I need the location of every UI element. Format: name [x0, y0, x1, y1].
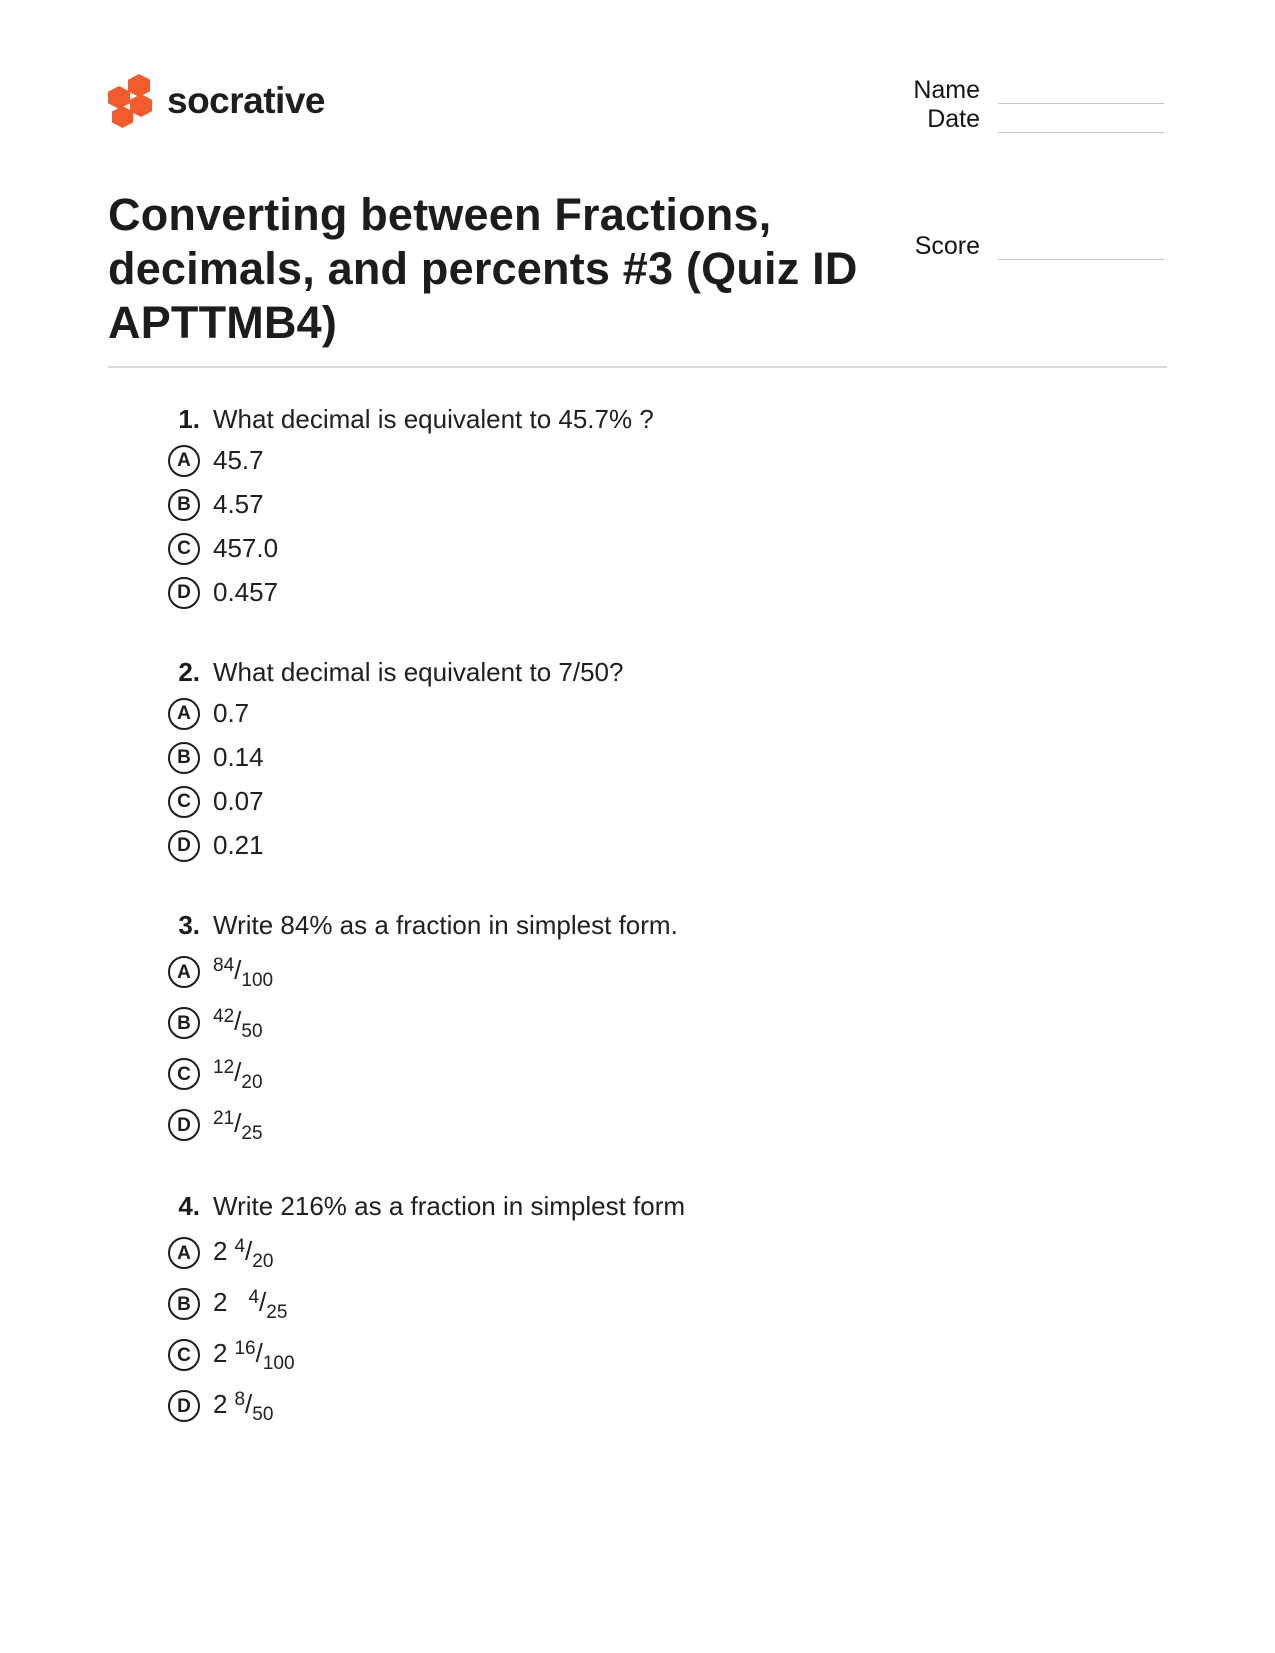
option-row-a: [168, 954, 1118, 990]
choice-letter: A: [177, 703, 191, 724]
fraction-denominator: 25: [266, 1302, 288, 1323]
choice-letter: C: [177, 1063, 191, 1085]
choice-letter: A: [177, 961, 191, 983]
fraction-denominator: 50: [252, 1404, 274, 1425]
choice-bubble: [168, 489, 200, 521]
choice-letter: D: [177, 582, 191, 603]
option-row-d: [168, 1388, 1118, 1424]
choice-letter: A: [177, 1242, 191, 1264]
choice-letter: C: [177, 791, 191, 812]
question-number: 2.: [178, 657, 200, 687]
whole-number: 2: [213, 1287, 228, 1317]
hexagon-icon: [108, 86, 130, 109]
choice-bubble: [168, 786, 200, 818]
option-fraction: [213, 1056, 263, 1092]
choice-bubble: [168, 742, 200, 774]
option-text: 0.457: [213, 577, 279, 607]
choice-letter: B: [177, 1293, 191, 1315]
question-number: 3.: [178, 910, 200, 940]
choice-letter: C: [177, 538, 191, 559]
choice-letter: A: [177, 450, 191, 471]
hexagon-icon: [130, 94, 152, 117]
choice-bubble: [168, 445, 200, 477]
question-title-row: [168, 1190, 1118, 1223]
fraction-slash: /: [234, 1108, 242, 1138]
choice-letter: D: [177, 1395, 191, 1417]
option-row-c: [168, 785, 1118, 818]
fraction-slash: /: [245, 1389, 253, 1419]
hexagon-icon: [112, 106, 133, 128]
fraction-denominator: 20: [241, 1072, 263, 1093]
option-text: 0.21: [213, 830, 264, 860]
question-number: 4.: [178, 1191, 200, 1221]
question-1: [168, 403, 1118, 609]
fraction-denominator: 100: [262, 1353, 295, 1374]
name-blank-line: [998, 79, 1164, 104]
choice-bubble: [168, 956, 200, 988]
option-fraction: [213, 1235, 273, 1271]
score-field: [860, 232, 1164, 260]
choice-bubble: [168, 1390, 200, 1422]
choice-letter: B: [177, 747, 191, 768]
fraction-denominator: 100: [241, 970, 274, 991]
option-row-b: [168, 741, 1118, 774]
option-row-a: [168, 697, 1118, 730]
option-row-d: [168, 576, 1118, 609]
fraction-numerator: 84: [213, 955, 235, 976]
whole-number: 2: [213, 1389, 228, 1419]
option-fraction: [213, 1388, 273, 1424]
question-2: [168, 656, 1118, 862]
fraction-slash: /: [259, 1287, 267, 1317]
option-text: 45.7: [213, 445, 264, 475]
option-fraction: [213, 1107, 263, 1143]
option-row-a: [168, 444, 1118, 477]
question-title-row: [168, 403, 1118, 436]
whole-number: 2: [213, 1338, 228, 1368]
option-row-b: [168, 1286, 1118, 1322]
option-text: 0.07: [213, 786, 264, 816]
socrative-logo: [105, 68, 325, 128]
choice-bubble: [168, 1288, 200, 1320]
question-number: 1.: [178, 404, 200, 434]
choice-bubble: [168, 533, 200, 565]
fraction-denominator: 50: [241, 1021, 263, 1042]
option-row-d: [168, 829, 1118, 862]
choice-bubble: [168, 577, 200, 609]
question-4: [168, 1190, 1118, 1424]
choice-bubble: [168, 698, 200, 730]
fraction-numerator: 16: [234, 1338, 256, 1359]
option-row-b: [168, 1005, 1118, 1041]
fraction-slash: /: [245, 1236, 253, 1266]
option-row-d: [168, 1107, 1118, 1143]
question-3: [168, 909, 1118, 1143]
option-text: 457.0: [213, 533, 279, 563]
question-list: [168, 403, 1118, 1471]
choice-bubble: [168, 1058, 200, 1090]
fraction-slash: /: [255, 1338, 263, 1368]
fraction-numerator: 21: [213, 1108, 235, 1129]
option-fraction: [213, 1337, 295, 1373]
whole-number: 2: [213, 1236, 228, 1266]
option-fraction: [213, 1005, 263, 1041]
choice-bubble: [168, 1339, 200, 1371]
date-field: [860, 105, 1164, 133]
question-text: What decimal is equivalent to 7/50?: [213, 657, 624, 687]
option-fraction: [213, 954, 273, 990]
choice-letter: D: [177, 1114, 191, 1136]
fraction-numerator: 8: [234, 1389, 246, 1410]
socrative-hexagons-icon: [105, 68, 155, 128]
fraction-numerator: 4: [234, 1236, 246, 1257]
choice-bubble: [168, 1109, 200, 1141]
question-title-row: [168, 656, 1118, 689]
score-blank-line: [998, 235, 1164, 260]
fraction-denominator: 20: [252, 1251, 274, 1272]
fraction-slash: /: [234, 1006, 242, 1036]
choice-bubble: [168, 1237, 200, 1269]
option-row-c: [168, 1056, 1118, 1092]
divider: [108, 366, 1167, 368]
name-field: [860, 76, 1164, 104]
option-fraction: [213, 1286, 287, 1322]
question-text: What decimal is equivalent to 45.7% ?: [213, 404, 654, 434]
option-text: 0.7: [213, 698, 250, 728]
option-row-c: [168, 1337, 1118, 1373]
fraction-slash: /: [234, 1057, 242, 1087]
question-text: Write 216% as a fraction in simplest form: [213, 1191, 686, 1221]
hexagon-icon: [128, 74, 150, 97]
choice-bubble: [168, 830, 200, 862]
option-text: 4.57: [213, 489, 264, 519]
option-row-a: [168, 1235, 1118, 1271]
date-blank-line: [998, 108, 1164, 133]
logo-wordmark: socrative: [167, 80, 325, 121]
fraction-numerator: 12: [213, 1057, 235, 1078]
fraction-numerator: 4: [248, 1287, 260, 1308]
option-text: 0.14: [213, 742, 264, 772]
question-text: Write 84% as a fraction in simplest form.: [213, 910, 678, 940]
choice-bubble: [168, 1007, 200, 1039]
option-row-c: [168, 532, 1118, 565]
choice-letter: C: [177, 1344, 191, 1366]
choice-letter: D: [177, 835, 191, 856]
score-label: Score: [914, 232, 980, 260]
option-row-b: [168, 488, 1118, 521]
fraction-slash: /: [234, 955, 242, 985]
name-label: Name: [913, 76, 980, 104]
date-label: Date: [927, 105, 980, 133]
question-title-row: [168, 909, 1118, 942]
fraction-numerator: 42: [213, 1006, 235, 1027]
choice-letter: B: [177, 494, 191, 515]
fraction-denominator: 25: [241, 1123, 263, 1144]
page-title: Converting between Fractions, decimals, and percents #3 (Quiz ID APTTMB4): [108, 189, 858, 349]
choice-letter: B: [177, 1012, 191, 1034]
